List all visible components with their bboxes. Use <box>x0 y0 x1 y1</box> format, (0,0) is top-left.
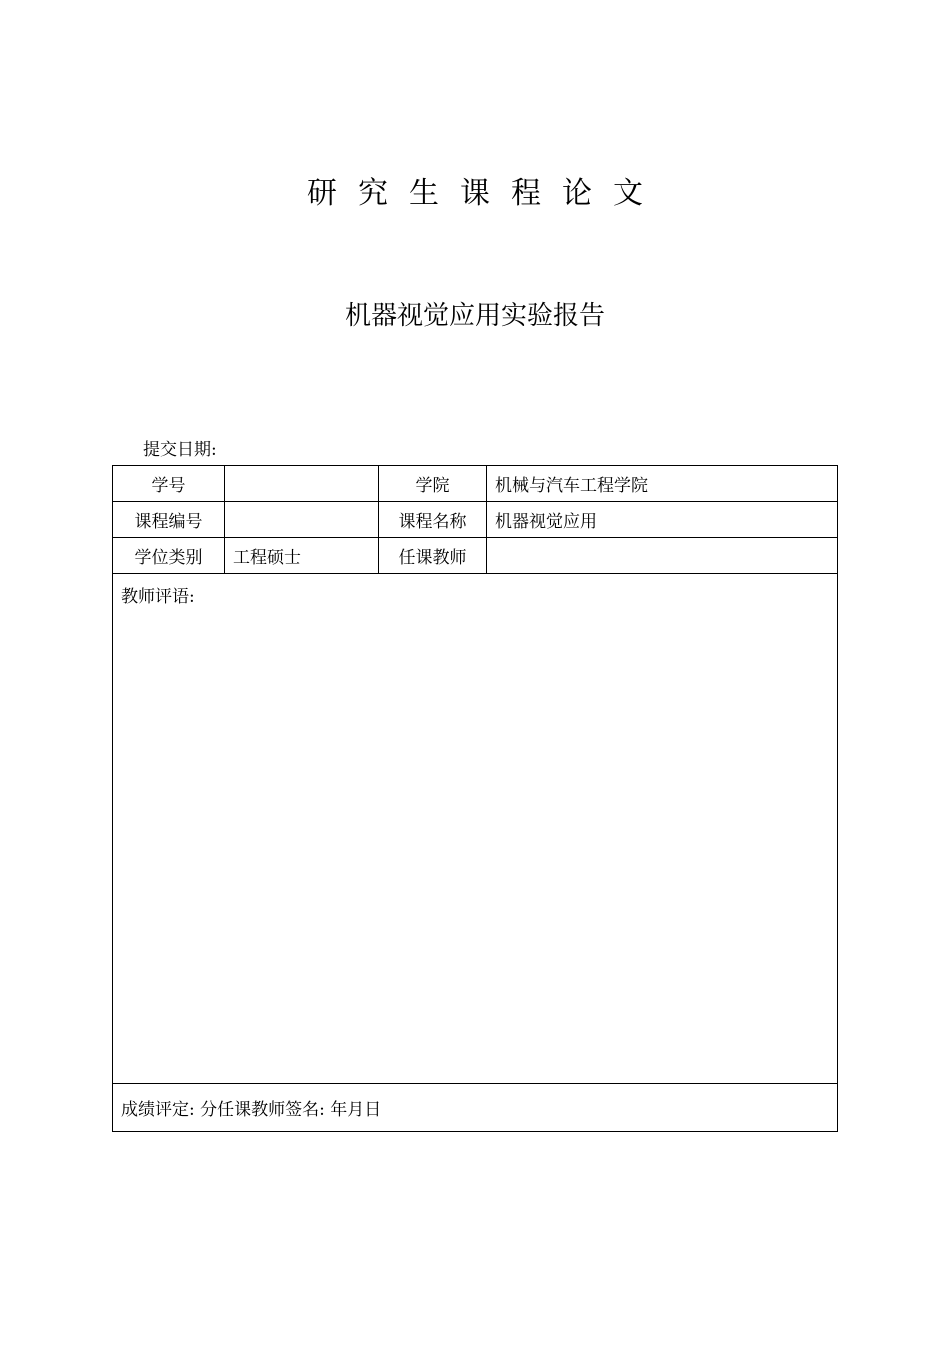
table-row <box>113 466 838 502</box>
table-row <box>113 1084 838 1132</box>
table-row <box>113 574 838 1084</box>
student-id-label: 学号 <box>113 466 225 502</box>
table-row <box>113 502 838 538</box>
student-id-field[interactable] <box>225 466 379 502</box>
table-row <box>113 538 838 574</box>
course-name-label: 课程名称 <box>379 502 487 538</box>
document-subtitle: 机器视觉应用实验报告 <box>344 301 605 331</box>
college-label: 学院 <box>379 466 487 502</box>
submit-date-label: 提交日期: <box>143 440 217 460</box>
grade-signature-text: 成绩评定: 分任课教师签名: 年月日 <box>121 1100 382 1120</box>
grade-signature-row[interactable] <box>113 1084 838 1132</box>
degree-type-field[interactable]: 工程硕士 <box>225 538 379 574</box>
college-field[interactable]: 机械与汽车工程学院 <box>487 466 838 502</box>
course-code-label: 课程编号 <box>113 502 225 538</box>
teacher-comments-label: 教师评语: <box>121 587 195 607</box>
instructor-label: 任课教师 <box>379 538 487 574</box>
degree-type-label: 学位类别 <box>113 538 225 574</box>
teacher-comments-area[interactable] <box>113 574 838 1084</box>
instructor-field[interactable] <box>487 538 838 574</box>
course-code-field[interactable] <box>225 502 379 538</box>
info-table <box>112 465 838 1132</box>
course-name-field[interactable]: 机器视觉应用 <box>487 502 838 538</box>
document-title: 研究生课程论文 <box>307 176 664 211</box>
